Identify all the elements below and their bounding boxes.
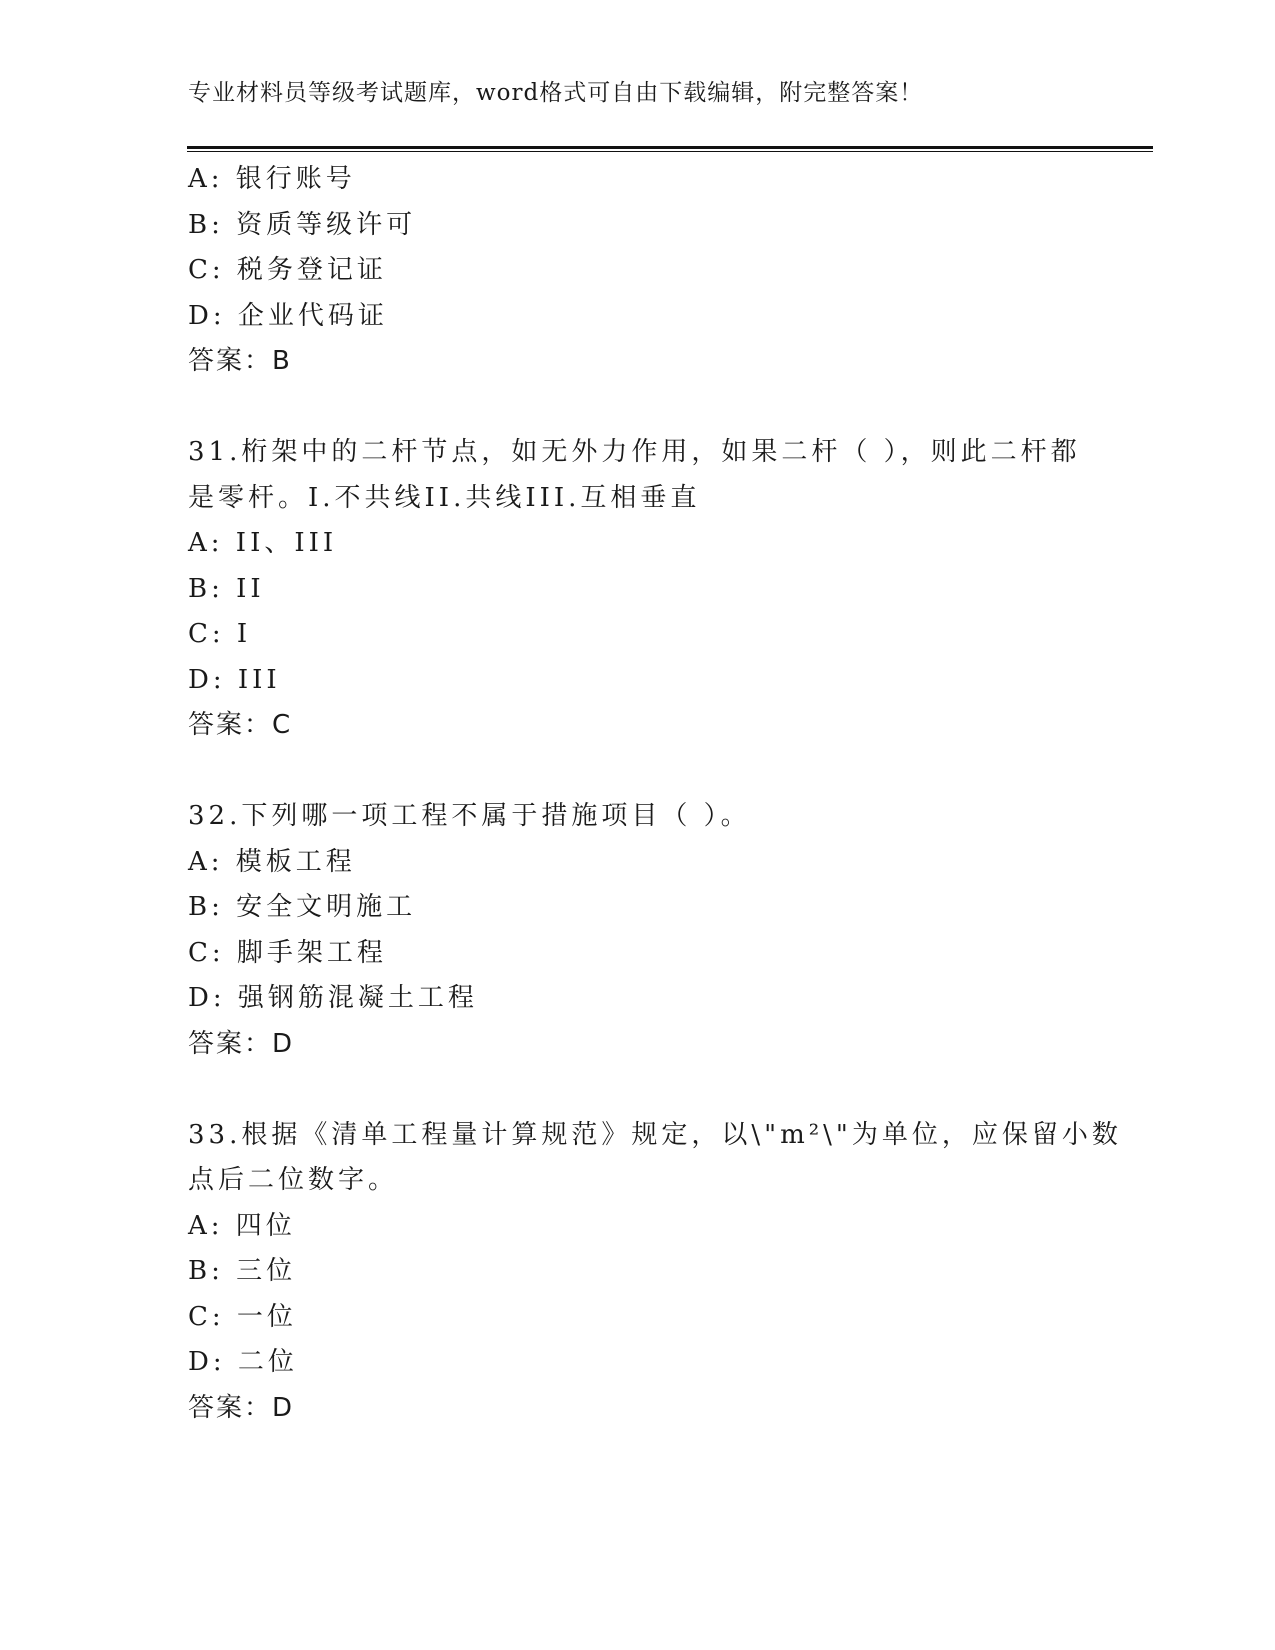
question-31 <box>188 430 1088 749</box>
option-c: C: 脚手架工程 <box>188 937 387 968</box>
question-30-continuation <box>188 157 1088 385</box>
option-b: B: 安全文明施工 <box>188 892 417 922</box>
option-a: A: II、III <box>188 528 338 558</box>
option-b: B: 三位 <box>188 1256 297 1286</box>
answer: 答案：D <box>188 1028 295 1059</box>
question-text: 是零杆。I.不共线II.共线III.互相垂直 <box>188 482 701 513</box>
question-text: 31.桁架中的二杆节点，如无外力作用，如果二杆（ ），则此二杆都 <box>188 437 1081 467</box>
option-d: D: III <box>188 664 281 695</box>
question-text: 32.下列哪一项工程不属于措施项目（ ）。 <box>188 801 751 831</box>
option-a: A: 四位 <box>188 1210 296 1241</box>
option-a: A: 银行账号 <box>188 164 356 194</box>
header-divider <box>187 146 1153 149</box>
option-d: D: 企业代码证 <box>188 300 388 331</box>
option-c: C: I <box>188 619 252 649</box>
option-a: A: 模板工程 <box>188 846 356 877</box>
option-c: C: 一位 <box>188 1301 297 1332</box>
question-text: 33.根据《清单工程量计算规范》规定，以\"m²\"为单位，应保留小数 <box>188 1119 1122 1150</box>
answer: 答案：C <box>188 710 293 740</box>
question-33 <box>188 1113 1122 1432</box>
question-text: 点后二位数字。 <box>188 1165 399 1195</box>
question-32 <box>188 794 1088 1067</box>
header-divider-thin <box>187 151 1153 152</box>
option-c: C: 税务登记证 <box>188 255 387 285</box>
question-list <box>188 157 1122 1431</box>
option-b: B: II <box>188 573 265 604</box>
answer: 答案：B <box>188 346 292 376</box>
document-header: 专业材料员等级考试题库，word格式可自由下载编辑，附完整答案！ <box>188 80 924 106</box>
answer: 答案：D <box>188 1392 295 1423</box>
option-d: D: 二位 <box>188 1347 298 1377</box>
option-b: B: 资质等级许可 <box>188 209 417 240</box>
option-d: D: 强钢筋混凝土工程 <box>188 983 478 1013</box>
